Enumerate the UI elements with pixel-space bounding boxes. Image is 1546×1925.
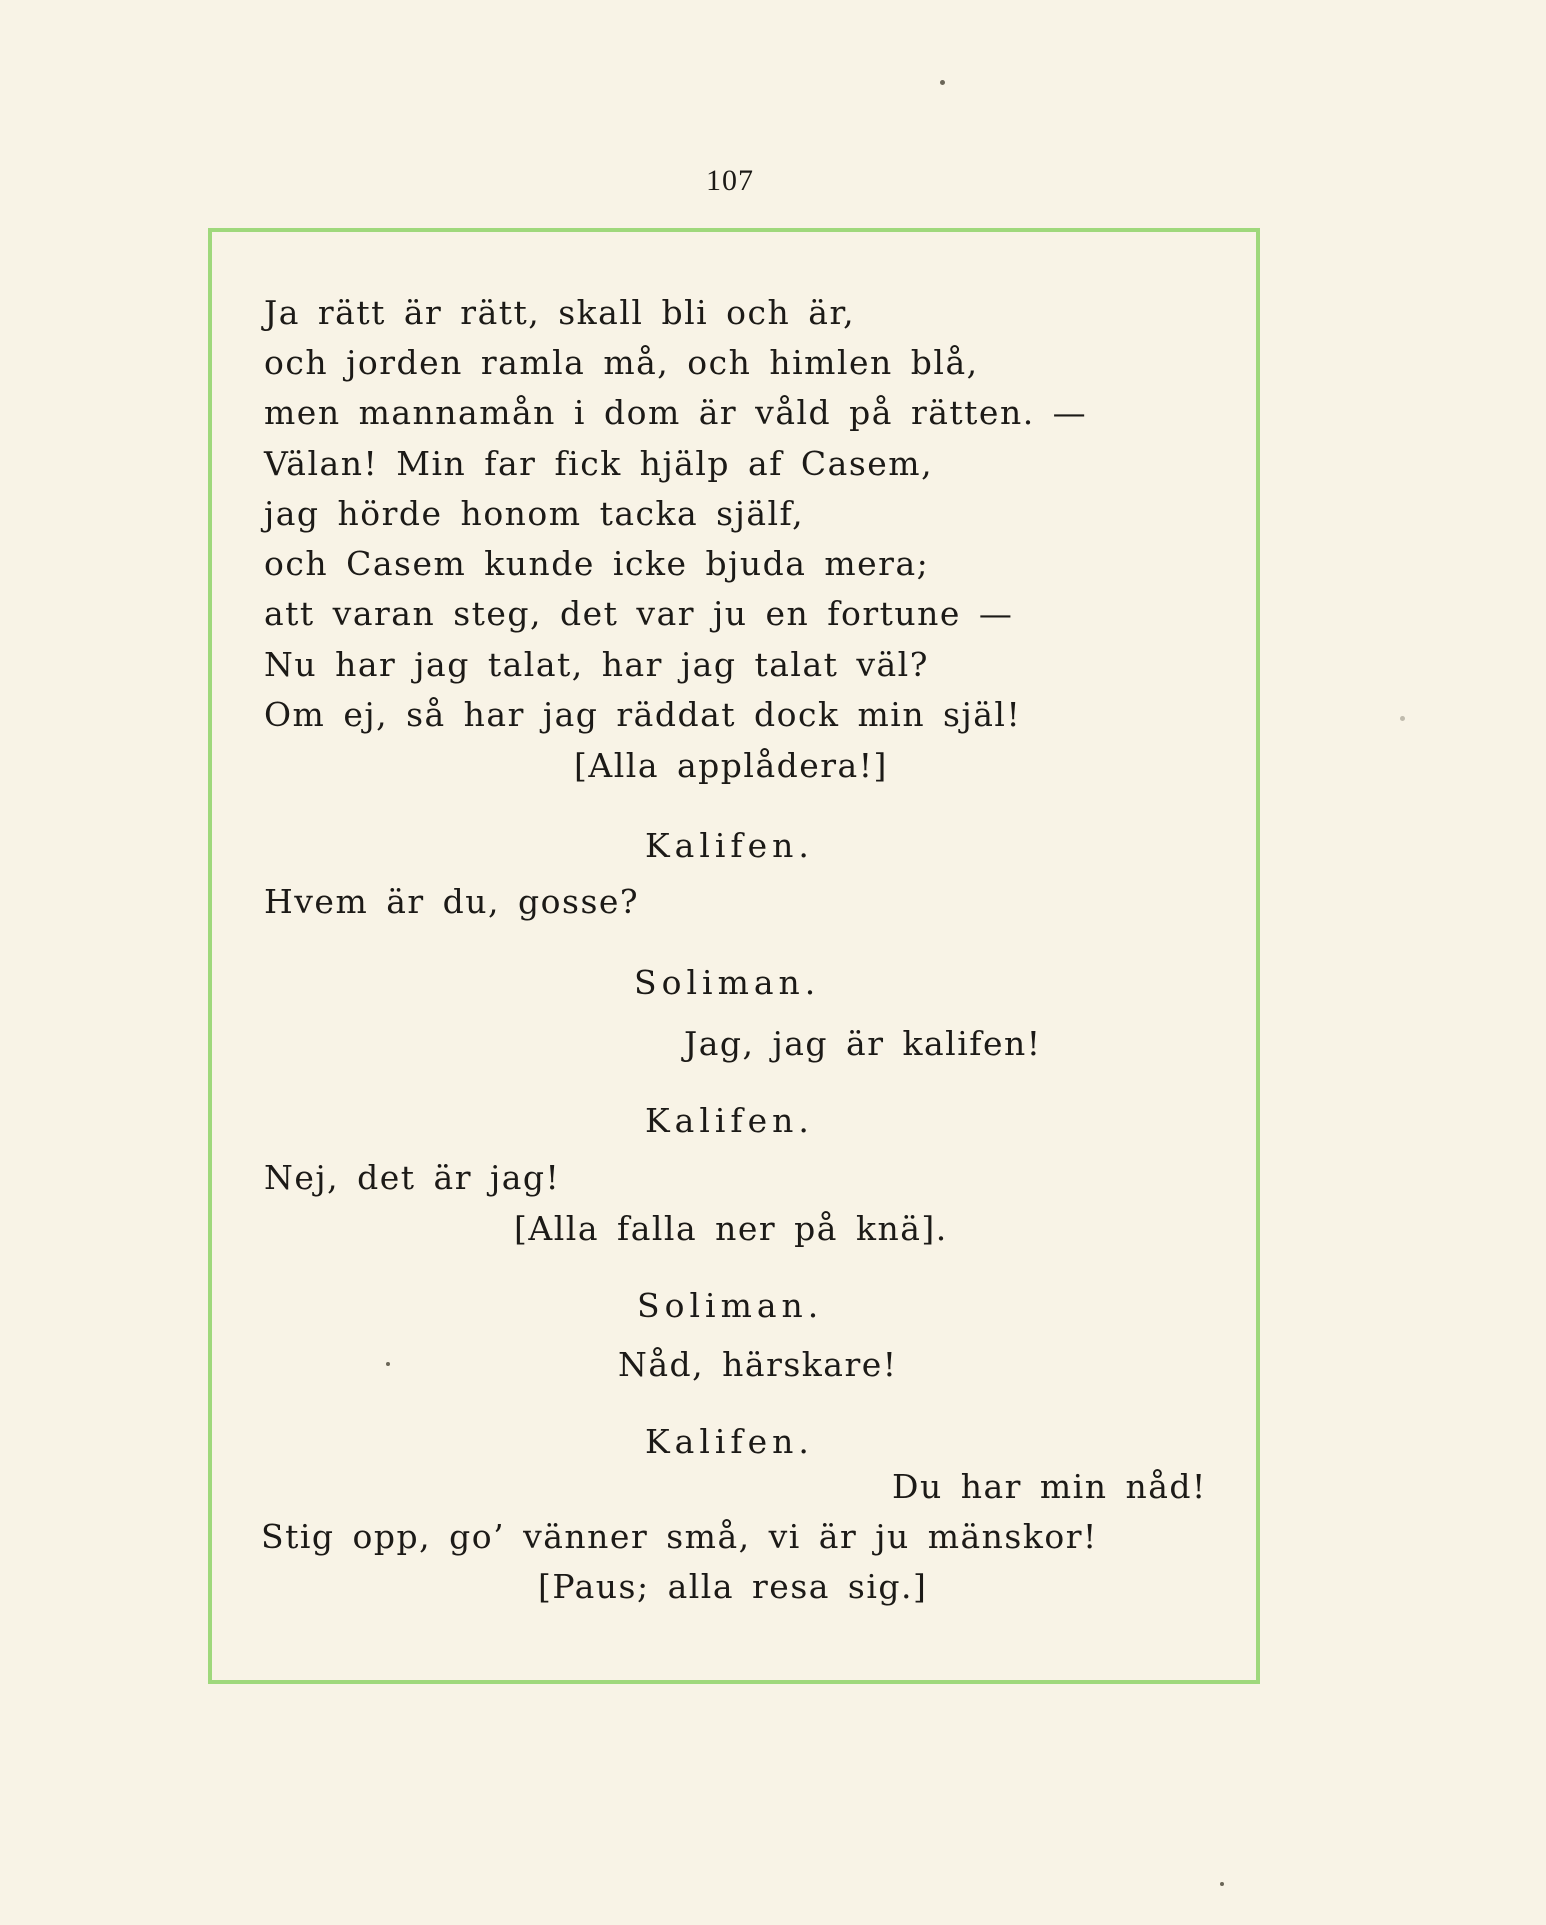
speaker-name: Kalifen. — [645, 1101, 814, 1140]
dialogue-line: Hvem är du, gosse? — [264, 882, 640, 921]
stage-direction: [Alla falla ner på knä]. — [514, 1209, 948, 1248]
verse-line-1: Ja rätt är rätt, skall bli och är, — [264, 293, 856, 332]
page-number: 107 — [706, 164, 754, 197]
dialogue-line: Jag, jag är kalifen! — [684, 1024, 1042, 1063]
stage-direction: [Alla applådera!] — [574, 746, 888, 785]
stage-direction: [Paus; alla resa sig.] — [538, 1567, 928, 1606]
paper-speck — [1220, 1882, 1224, 1886]
verse-line-3: men mannamån i dom är våld på rätten. — — [264, 393, 1088, 432]
verse-line-5: jag hörde honom tacka själf, — [264, 494, 805, 533]
verse-line-8: Nu har jag talat, har jag talat väl? — [264, 645, 929, 684]
paper-speck — [940, 80, 945, 85]
verse-line-9: Om ej, så har jag räddat dock min själ! — [264, 695, 1022, 734]
dialogue-line: Stig opp, go’ vänner små, vi är ju mänskor! — [261, 1517, 1098, 1556]
verse-line-6: och Casem kunde icke bjuda mera; — [264, 544, 930, 583]
paper-speck — [386, 1362, 390, 1366]
dialogue-line: Nåd, härskare! — [618, 1345, 898, 1384]
dialogue-line: Du har min nåd! — [892, 1467, 1207, 1506]
speaker-name: Kalifen. — [645, 826, 814, 865]
speaker-name: Soliman. — [634, 963, 821, 1002]
verse-line-2: och jorden ramla må, och himlen blå, — [264, 343, 979, 382]
verse-line-4: Välan! Min far fick hjälp af Casem, — [264, 444, 934, 483]
speaker-name: Soliman. — [637, 1286, 824, 1325]
dialogue-line: Nej, det är jag! — [264, 1158, 561, 1197]
speaker-name: Kalifen. — [645, 1422, 814, 1461]
verse-line-7: att varan steg, det var ju en fortune — — [264, 594, 1014, 633]
paper-speck — [1400, 716, 1405, 721]
